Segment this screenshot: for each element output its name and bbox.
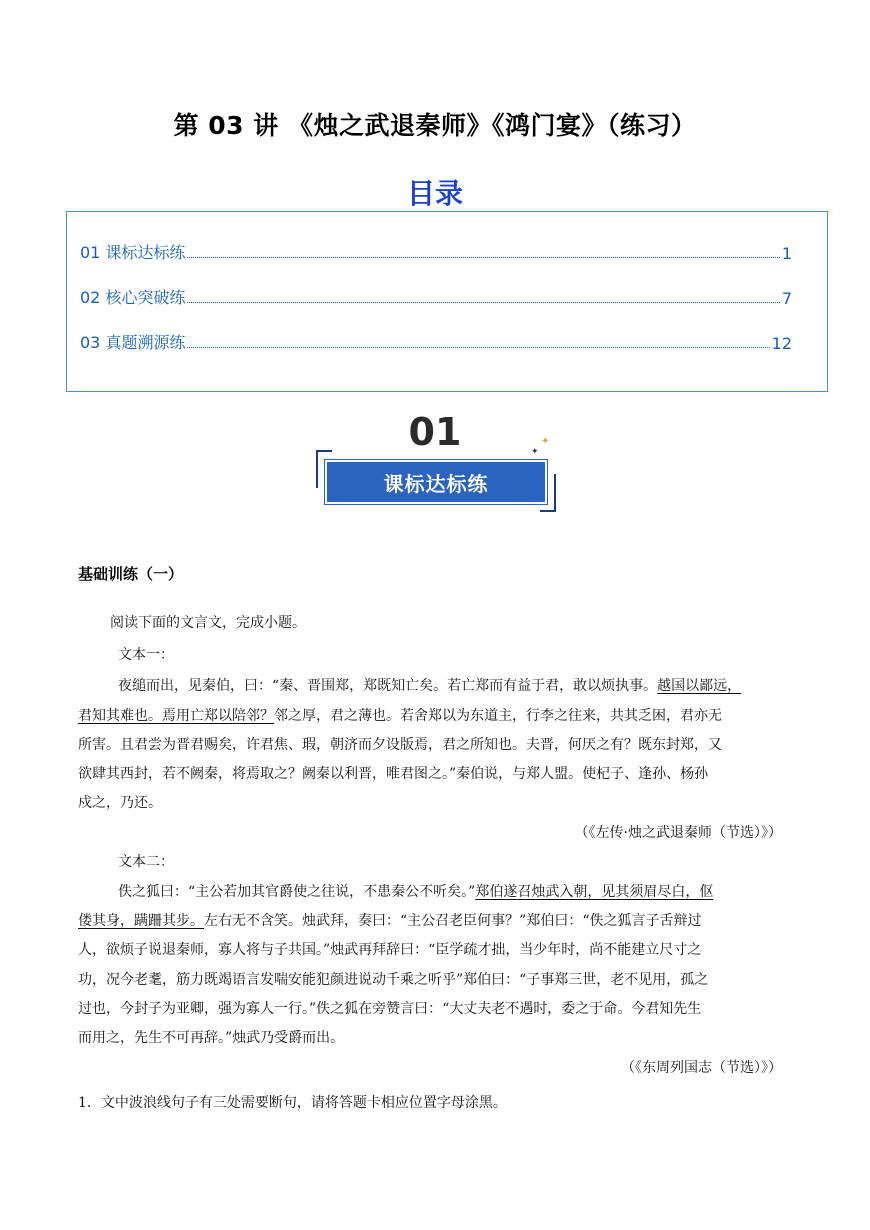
text1-source: （《左传·烛之武退秦师（节选）》） xyxy=(574,825,782,841)
text2-line: 功，况今老耄，筋力既竭语言发喘安能犯颜进说动千乘之听乎”郑伯曰：“子事郑三世，老不见用，孤之 xyxy=(78,972,709,988)
toc-item-page[interactable]: 1 xyxy=(781,244,792,263)
table-of-contents xyxy=(66,211,828,392)
toc-item-page[interactable]: 12 xyxy=(771,334,792,353)
underlined-sentence: 君知其难也。焉用亡郑以陪邻？ xyxy=(78,708,274,724)
text-span: 左右无不含笑。烛武拜，奏曰：“主公召老臣何事？”郑伯曰：“佚之狐言子舌辩过 xyxy=(204,913,702,929)
page-title: 第 03 讲 《烛之武退秦师》《鸿门宴》（练习） xyxy=(173,111,697,140)
text-span: 邻之厚，君之薄也。若舍郑以为东道主，行李之往来，共其乏困，君亦无 xyxy=(274,708,722,724)
text1-line xyxy=(78,706,791,726)
text2-label: 文本二： xyxy=(118,854,174,870)
instruction-text: 阅读下面的文言文，完成小题。 xyxy=(110,615,306,631)
text1-line xyxy=(118,676,831,696)
toc-leader-dots xyxy=(187,257,779,258)
text2-line: 而用之，先生不可再辞。”烛武乃受爵而出。 xyxy=(78,1030,345,1046)
sparkle-icon: ✦ xyxy=(541,436,550,447)
toc-item-1[interactable] xyxy=(80,241,792,263)
sparkle-small-icon: ✦ xyxy=(531,447,539,457)
toc-item-3[interactable] xyxy=(80,331,792,353)
toc-item-label[interactable]: 02 核心突破练 xyxy=(80,288,186,307)
text1-line: 所害。且君尝为晋君赐矣，许君焦、瑕，朝济而夕设版焉，君之所知也。夫晋，何厌之有？既东封郑，又 xyxy=(78,737,722,753)
toc-item-page[interactable]: 7 xyxy=(781,289,792,308)
text1-label: 文本一： xyxy=(118,647,174,663)
toc-leader-dots xyxy=(187,347,769,348)
question-1: 1．文中波浪线句子有三处需要断句，请将答题卡相应位置字母涂黑。 xyxy=(78,1095,507,1111)
underlined-sentence: 郑伯遂召烛武入朝，见其须眉尽白，伛 xyxy=(475,884,714,900)
toc-item-2[interactable] xyxy=(80,286,792,308)
underlined-sentence: 越国以鄙远， xyxy=(657,678,742,694)
section-banner xyxy=(325,460,547,504)
text2-line xyxy=(118,882,831,902)
text1-line: 戍之，乃还。 xyxy=(78,795,162,811)
text1-line: 欲肆其西封，若不阙秦，将焉取之？阙秦以利晋，唯君图之。”秦伯说，与郑人盟。使杞子、逢孙、杨孙 xyxy=(78,766,709,782)
subsection-heading: 基础训练（一） xyxy=(78,565,184,583)
section-title: 课标达标练 xyxy=(383,471,489,496)
text2-line: 过也，今封子为亚卿，强为寡人一行。”佚之狐在旁赞言曰：“大丈夫老不遇时，委之于命。今君知先生 xyxy=(78,1001,702,1017)
section-number: 01 xyxy=(408,410,462,454)
toc-leader-dots xyxy=(187,302,779,303)
text-span: 佚之狐曰：“主公若加其官爵使之往说，不患秦公不听矣。” xyxy=(118,884,476,900)
text-span: 夜缒而出，见秦伯，曰：“秦、晋围郑，郑既知亡矣。若亡郑而有益于君，敢以烦执事。 xyxy=(118,678,658,694)
underlined-sentence: 偻其身，蹒跚其步。 xyxy=(78,913,204,929)
toc-item-label[interactable]: 03 真题溯源练 xyxy=(80,333,186,352)
text2-line: 人，欲烦子说退秦师，寡人将与子共国。”烛武再拜辞曰：“臣学疏才拙，当少年时，尚不能建立尺寸之 xyxy=(78,942,702,958)
text2-source: （《东周列国志（节选）》） xyxy=(621,1060,782,1076)
text2-line xyxy=(78,911,791,931)
toc-item-label[interactable]: 01 课标达标练 xyxy=(80,243,186,262)
toc-heading: 目录 xyxy=(406,177,463,210)
